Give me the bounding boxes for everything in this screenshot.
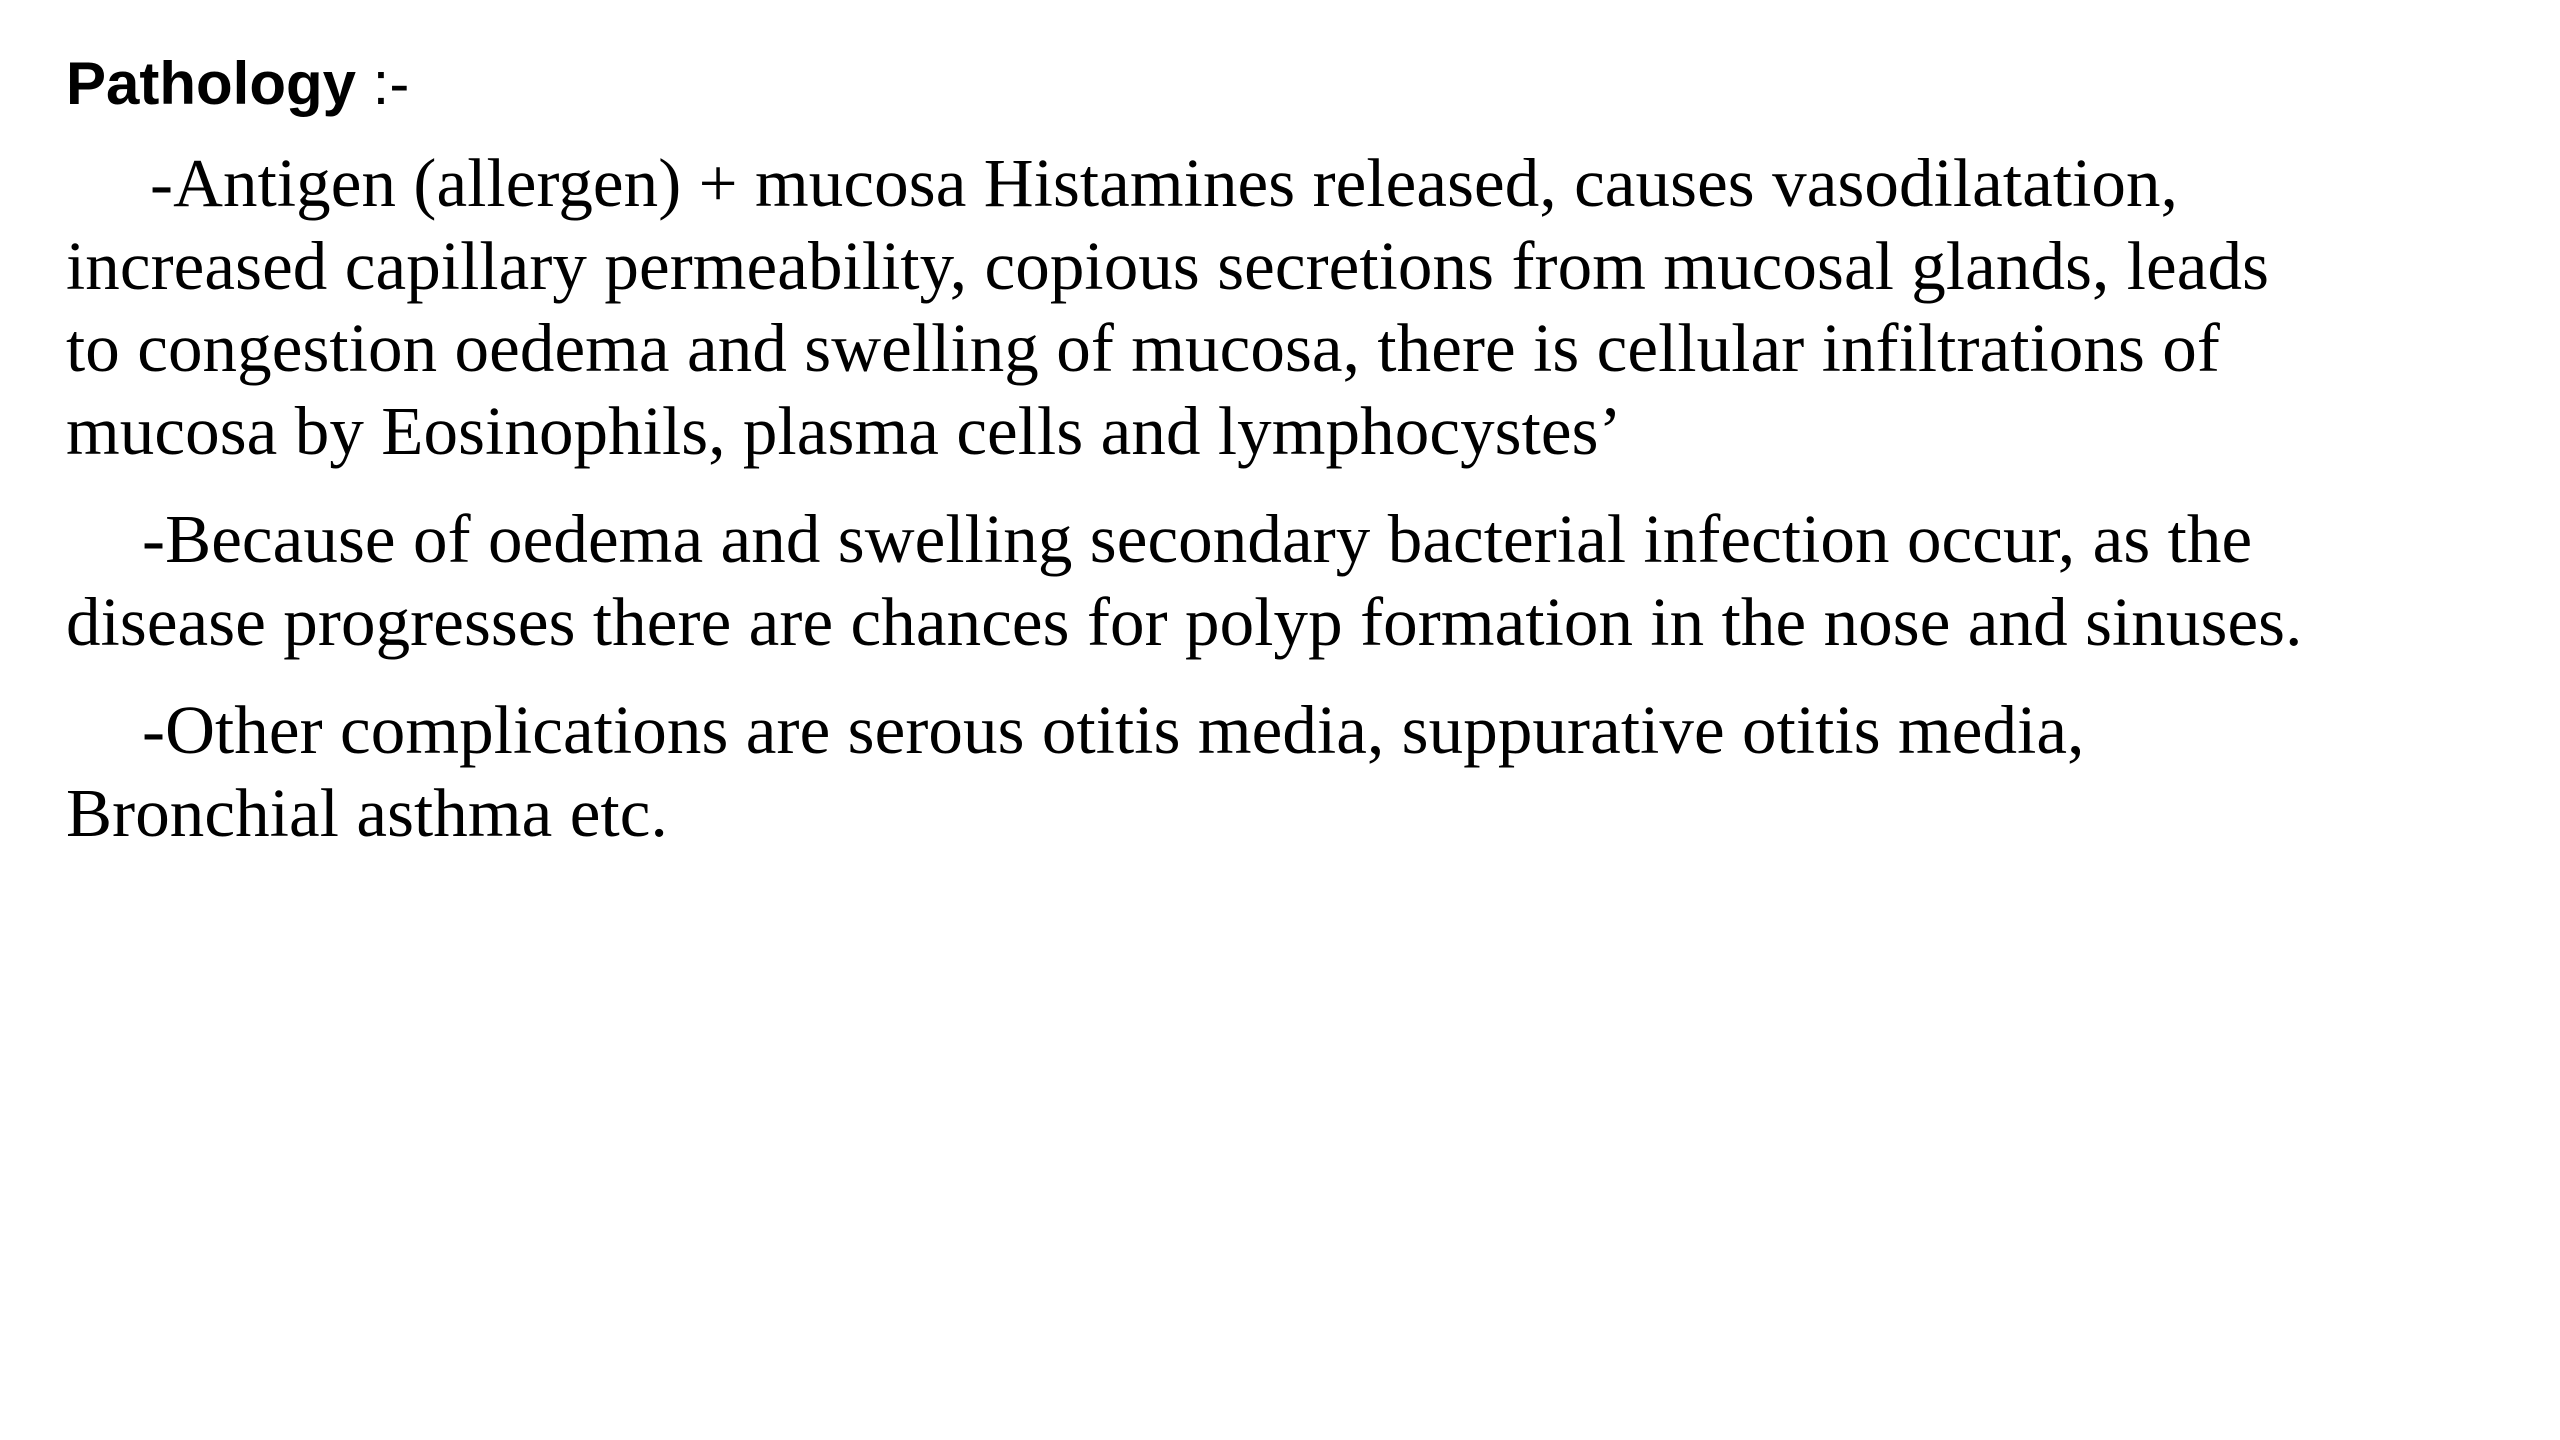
paragraph-line: to congestion oedema and swelling of mucosa, there is cellular infiltrations of bbox=[66, 310, 2220, 386]
paragraph-line: mucosa by Eosinophils, plasma cells and lymphocystes’ bbox=[66, 392, 1622, 469]
paragraph-line: Bronchial asthma etc. bbox=[66, 774, 668, 851]
slide-heading bbox=[66, 48, 2506, 120]
heading-suffix: :- bbox=[356, 50, 410, 117]
paragraph-line: -Antigen (allergen) + mucosa Histamines released, causes vasodilatation, bbox=[150, 145, 2178, 221]
paragraph-line: -Because of oedema and swelling secondary bacterial infection occur, as the bbox=[142, 501, 2253, 577]
paragraph-secondary-infection bbox=[66, 498, 2506, 663]
heading-title: Pathology bbox=[66, 50, 357, 117]
paragraph-line: -Other complications are serous otitis media, suppurative otitis media, bbox=[142, 692, 2085, 768]
paragraph-line: disease progresses there are chances for polyp formation in the nose and sinuses. bbox=[66, 583, 2303, 660]
paragraph-line: increased capillary permeability, copious secretions from mucosal glands, leads bbox=[66, 227, 2270, 304]
paragraph-antigen-mucosa bbox=[66, 142, 2506, 472]
paragraph-complications bbox=[66, 689, 2506, 854]
slide-content bbox=[66, 48, 2506, 880]
